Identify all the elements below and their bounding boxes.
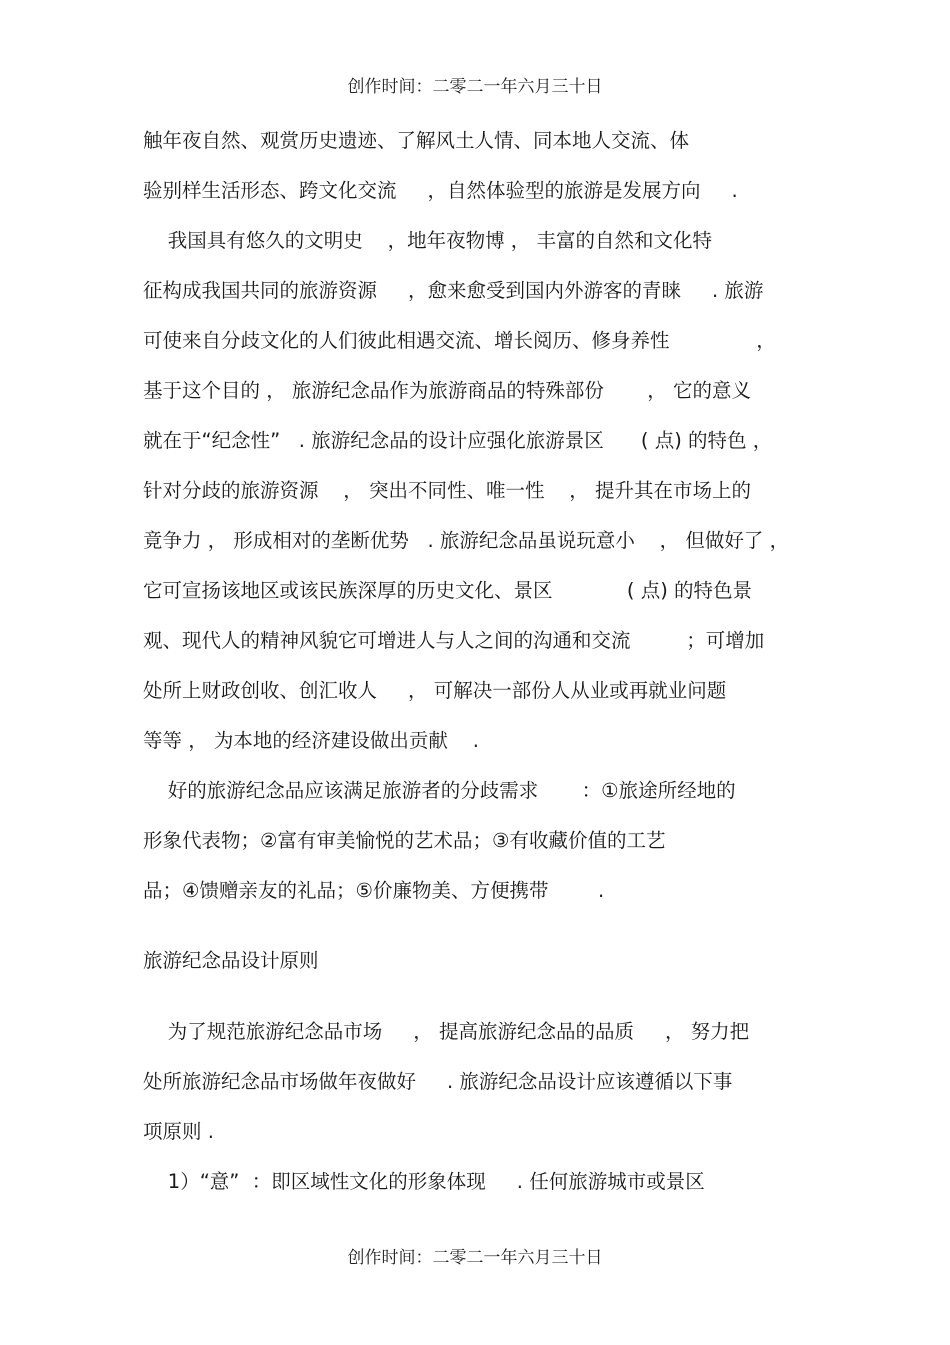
text-line: 等等 ， 为本地的经济建设做出贡献 . [143,729,479,752]
text-line: 形象代表物；②富有审美愉悦的艺术品；③有收藏价值的工艺 [143,829,666,852]
page-footer: 创作时间：二零二一年六月三十日 [347,1248,603,1268]
text-line: 就在于“纪念性” . 旅游纪念品的设计应强化旅游景区 ( 点) 的特色 ， [143,429,773,452]
text-line: 处所上财政创收、创汇收人 ， 可解决一部份人从业或再就业问题 [143,679,727,702]
text-line: 我国具有悠久的文明史 ，地年夜物博 ， 丰富的自然和文化特 [143,229,712,252]
text-line: 观、现代人的精神风貌它可增进人与人之间的沟通和交流 ；可增加 [143,629,765,652]
page-header: 创作时间：二零二一年六月三十日 [347,77,603,97]
text-line: 触年夜自然、观赏历史遗迹、了解风土人情、同本地人交流、体 [143,129,690,152]
text-line: 它可宣扬该地区或该民族深厚的历史文化、景区 ( 点) 的特色景 [143,579,752,602]
text-line: 竟争力 ， 形成相对的垄断优势 . 旅游纪念品虽说玩意小 ， 但做好了 ， [143,529,790,552]
text-line: 好的旅游纪念品应该满足旅游者的分歧需求 ：①旅途所经地的 [143,779,736,802]
text-line: 品；④馈赠亲友的礼品；⑤价廉物美、方便携带 . [143,879,605,902]
text-line: 针对分歧的旅游资源 ， 突出不同性、唯一性 ， 提升其在市场上的 [143,479,751,502]
text-line: 项原则 . [143,1120,214,1143]
text-line: 基于这个目的 ， 旅游纪念品作为旅游商品的特殊部份 ， 它的意义 [143,379,751,402]
text-line: 验别样生活形态、跨文化交流 ，自然体验型的旅游是发展方向 . [143,179,738,202]
text-line: 征构成我国共同的旅游资源 ，愈来愈受到国内外游客的青睐 . 旅游 [143,279,764,302]
section-heading: 旅游纪念品设计原则 [143,949,319,972]
text-line: 处所旅游纪念品市场做年夜做好 . 旅游纪念品设计应该遵循以下事 [143,1070,733,1093]
text-line: 可使来自分歧文化的人们彼此相遇交流、增长阅历、修身养性 ， [143,329,776,352]
text-line: 1）“意” ：即区域性文化的形象体现 . 任何旅游城市或景区 [143,1170,705,1193]
text-line: 为了规范旅游纪念品市场 ， 提高旅游纪念品的品质 ， 努力把 [143,1020,750,1043]
